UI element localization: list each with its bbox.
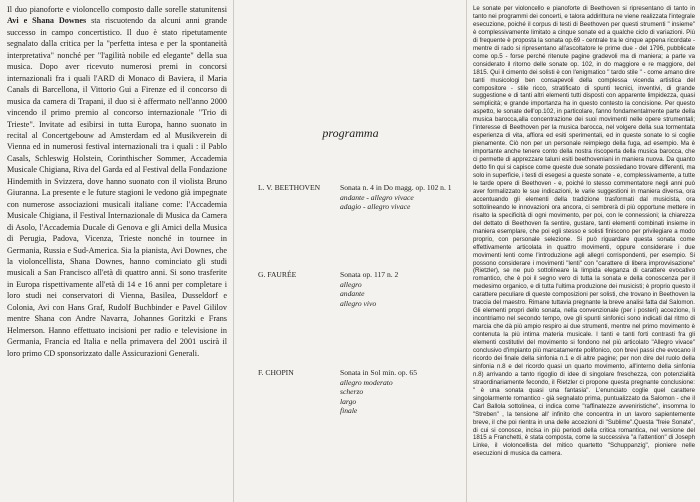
programme-notes-text: Le sonate per violoncello e pianoforte di Beethoven si ripresentano di tanto in tanto nei programmi dei concerti, e talora addirittura ne viene realizzata l'integrale esecuzione, poiché il corpus di testi di Beethoven per questi strumenti " insieme" è complessivamente limitato a cinque sonate ed a qualche ciclo di variazioni. Più di frequente è proposta la sonata op.69 - centrale tra le cinque appena ricordate - mentre di rado si ripresentano all'ascoltatore le prime due - del 1796, pubblicate come op.5 - forse perché ritenute pagine gradevoli ma di maniera; a parte va considerato il ritorno delle sonate op. 102, in do maggiore e re maggiore, del 1815. Qui il cimento dei solisti è con l'enigmatico " tardo stile " - come amano dire tanti musicologi ben consapevoli della complessa vicenda artistica del compositore - stile ricco, stratificato di spunti tecnici, inventivi, di grande suggestione e di tanti altri elementi tutti disposti con apparente limpidezza, quasi semplicità; e grande importanza ha in questo contesto la concisione. Per questo aspetto, le sonate dell'op.102, in particolare, fanno fondamentalmente parte della musica barocca,alla concentrazione dei suoi movimenti nelle opere strumentali; l'interesse di Beethoven per la musica barocca, nel volgere della sua tormentata esperienza di vita, affiora ed esiti sperimentali, ed in queste sonate lo si coglie pienamente. Ciò non per un personale reimpiego della fuga, ad esempio. Ma è importante anche tenere conto della nostra riscoperta della musica barocca, che ci permette di apprezzare taluni esiti beethoveniani in maniera nuova. Da quanto detto fin qui si capisce come queste due sonate possiedano trovare differenti, ma solo in superficie, i testi di esegesi a queste sonate - e, complessivamente, a tutte le tarde opere di Beethoven - e, poiché lo stesso commentatore negli anni può aver formalizzato le sue indicazioni, le varie suggestioni in maniera diversa, ora accentuando gli elementi della tradizione trasformati dal musicista, ora sottolineando le innovazioni ora ancora, ci sembrerà di più opportune mettere in risalto la specificità di ogni movimento, per poi, con le connessioni; la chiarezza del dettato di Beethoven fa sentire, gustare, tanti elementi combinati insieme in maniera esemplare, che poi egli stesso e solisti finiscono per privilegiare a modo proprio, con personale selezione. Si può riguardare questa sonata come effettivamente articolata in quattro movimenti, oppure considerare i due movimenti lenti come l'introduzione agli allegri corrispondenti, per esempio. Si possono considerare i movimenti "lenti" con "carattere di libera improvvisazione" (Rietzler), se ne può sottolineare la limpida eleganza di carattere evocativo romantico, che è poi il segno vero di tutta la sonata e della conoscenza per il medesimo organico, e di tutta l'ultima produzione dei musicisti; è proprio questo il carattere peculiare di queste composizioni per solisti, che trovano in Beethoven la traccia del maestro. Rimane tuttavia pregnante la breve analisi fatta dal Salomon. Gli elementi propri dello sonata, nella convenzionale (per i posteri) accezione, li incontriamo nel secondo tempo, ove gli spunti sinfonici sono indicati dal ritmo di marcia che dà più ampio respiro ai due strumenti, mentre nel primo movimento è contenuta la più intima materia musicale. I tanti e tanti forti contrasti fra gli elementi costitutivi del movimento si fondono nel più articolato "Allegro vivace" conclusivo d'impianto più marcatamente polifonico, con brevi passi che evocano il ricordo dei finale della sinfonia n.1 e di altre pagine; per non dire del ruolo della sinfonia n.8 e del ricordo quasi un quarto movimento, all'interno della sinfonia n.8) arrivando a tanto rigoglio di idee di singolare freschezza, con potenzialità straordinariamente fecondo, il Rietzler ci propone questa pregnante conclusione: " è una sonata quasi una fantasia". L'enunciato coglie quel carattere singolarmente romantico - già segnalato prima, puntualizzato da Salomon - che il Carl Ballola sottolinea, ci indica come "raffinatezze avveniristiche", insomma lo "Streben" , la tensione all' infinito che concentra in un lavoro sapientemente breve, il che poi rientra in una delle accezioni di "Sublime".Questa "freie Sonate", di cui si conosce, incisa in più periodi della critica romantica, nel versione del 1815 a Franchetti, è stata composta, come la successiva "a l'attention" di Joseph Linke, il violoncellista del mitico quartetto "Schuppanzig", pioniere nelle esecuzioni di musica da camera. <box>473 5 696 458</box>
performer-names: Avi e Shana Downes <box>7 16 87 26</box>
programme-panel <box>234 0 467 502</box>
movement: allegro moderato <box>340 377 393 387</box>
work-title: Sonata op. 117 n. 2 <box>340 270 399 279</box>
composer-name: L. V. BEETHOVEN <box>258 183 321 192</box>
work-title: Sonata in Sol min. op. 65 <box>340 368 417 377</box>
movement: largo <box>340 396 357 406</box>
work-block <box>340 368 458 416</box>
composer-name: G. FAURÉE <box>258 270 297 279</box>
movement: adagio - allegro vivace <box>340 202 411 211</box>
movement: scherzo <box>340 387 364 396</box>
bio-text-body: sta riscuotendo da alcuni anni grande successo in campo concertistico. Il duo è stato ripetutamente segnalato dalla critica per la "perfetta intesa e per la spontaneità interpretativa" nonché per "l'agilità nobile ed elegante" della sua musica. Dopo aver ricevuto numerosi premi in concorsi internazionali fra i quali l'ARD di Monaco di Baviera, il Maria Canals di Barcellona, il Vittorio Gui a Firenze ed il concorso di musica da camera di Trapani, il duo si è affermato nell'anno 2000 vincendo il primo premio al concorso internazionale "Trio di Trieste". Invitate ad esibirsi in tutta Europa, hanno suonato in recital al Concertgebouw ad Amsterdam ed al Musikverein di Vienna ed in numerosi festival internazionali tra i quali : il Pablo Casals, Schleswig Holstein, Corinthischer Sommer, Accademia Musicale Chigiana, Riva del Garda ed al Festival della Fondazione Hindemith in Svizzera, dove hanno suonato con il violista Bruno Giuranna. La presente e le future stagioni le vedono già impegnate con numerose associazioni musicali italiane come: l'Accademia Musicale Chigiana, il Festival Internazionale di Musica da Camera di Asolo, l'Accademia Ducale di Genova e gli Amici della Musica di Perugia, Padova, Vicenza, Trieste nonché in tournee in Germania, Russia e Sud-America. Sia la pianista, Avi Downes, che la violoncellista, Shana Downes, hanno cominciato gli studi musicali a San Francisco all'età di quattro anni. Si sono trasferite in Europa rispettivamente all'età di 14 e 16 anni per completare i loro studi nei conservatori di Vienna, Basilea, Dusseldorf e Colonia, Avi con Hans Graf, Rudolf Buchbinder e Pavel Gililov mentre Shana con Andre Navarra, Johannes Goritzki e Frans Helmerson. Hanno effettuato incisioni per radio e televisione in Germania, Francia ed Italia e nella primavera del 2001 uscirà il loro primo CD sponsorizzato dalle Assicurazioni Generali. <box>7 16 227 358</box>
biography-text <box>7 4 227 359</box>
programme-title: programma <box>322 126 379 140</box>
movement: allegro vivo <box>340 298 377 308</box>
work-block <box>340 183 458 212</box>
notes-panel <box>467 0 700 502</box>
movement: andante - allegro vivace <box>340 192 414 202</box>
work-block <box>340 270 458 308</box>
work-title: Sonata n. 4 in Do magg. op. 102 n. 1 <box>340 183 452 192</box>
biography-panel <box>0 0 233 502</box>
movement: andante <box>340 289 365 298</box>
bio-text-intro: Il duo pianoforte e violoncello composto dalle sorelle statunitensi <box>7 5 227 14</box>
movement: finale <box>340 406 358 415</box>
composer-name: F. CHOPIN <box>258 368 294 377</box>
movement: allegro <box>340 279 362 289</box>
